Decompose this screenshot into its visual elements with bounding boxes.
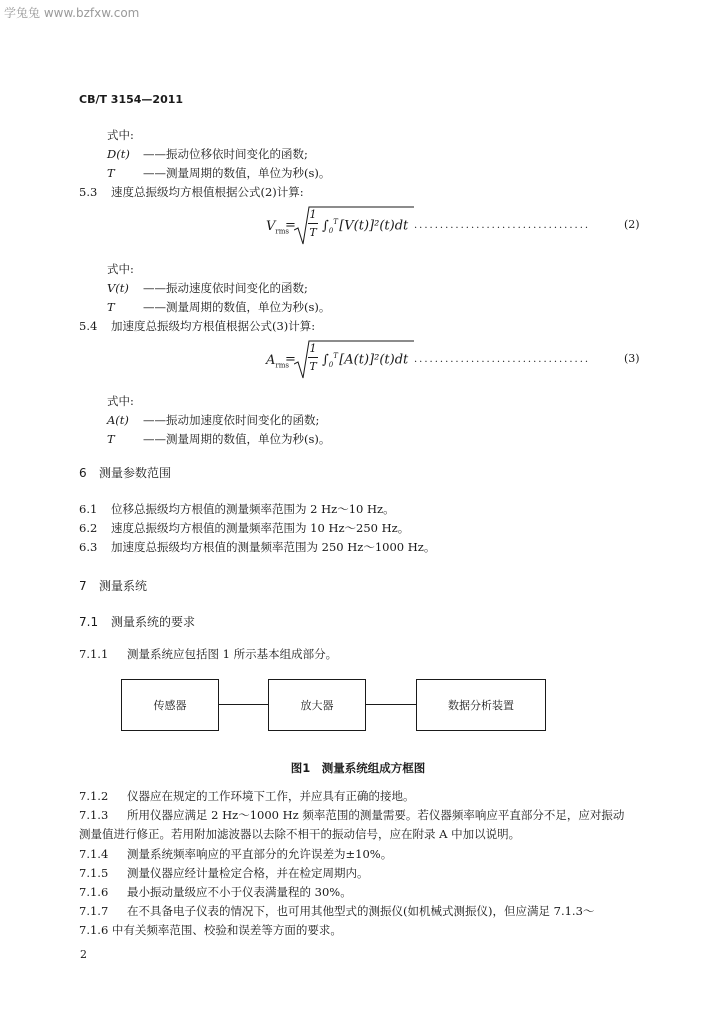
clause-number: 7.1.3 bbox=[79, 808, 109, 822]
clause-5-4 bbox=[79, 318, 315, 334]
clause-7-1-5 bbox=[79, 865, 369, 881]
section-title: 测量系统 bbox=[99, 579, 148, 593]
definition-symbol: T bbox=[107, 432, 115, 446]
formula-number: (2) bbox=[624, 218, 640, 231]
section-number: 6 bbox=[79, 466, 87, 480]
clause-number: 7.1.2 bbox=[79, 789, 109, 803]
amplifier-box: 放大器 bbox=[268, 679, 366, 731]
definition-symbol: A(t) bbox=[107, 413, 129, 427]
formula-2 bbox=[266, 206, 646, 246]
leader-dots: .................................. bbox=[414, 354, 591, 365]
definition-symbol: T bbox=[107, 166, 115, 180]
clause-number: 5.3 bbox=[79, 185, 98, 199]
clause-6-1 bbox=[79, 501, 395, 517]
figure-caption: 图1 测量系统组成方框图 bbox=[290, 761, 426, 775]
equals-sign: = bbox=[285, 218, 296, 233]
clause-continuation: 7.1.6 中有关频率范围、校验和误差等方面的要求。 bbox=[79, 923, 342, 937]
definition-text: ——振动速度依时间变化的函数; bbox=[143, 281, 308, 295]
definition-row bbox=[107, 431, 330, 447]
fraction-one-over-t: 1 T bbox=[309, 208, 317, 239]
clause-number: 7.1.6 bbox=[79, 885, 109, 899]
formula-3 bbox=[266, 340, 646, 380]
clause-number: 5.4 bbox=[79, 319, 98, 333]
equals-sign: = bbox=[285, 352, 296, 367]
definition-symbol: T bbox=[107, 300, 115, 314]
clause-text: 在不具备电子仪表的情况下，也可用其他型式的测振仪(如机械式测振仪)，但应满足 7.1.3～ bbox=[127, 904, 595, 918]
fraction-one-over-t: 1 T bbox=[309, 342, 317, 373]
formula-lhs: $A_{rms}$ bbox=[266, 353, 289, 370]
clause-text: 测量系统应包括图 1 所示基本组成部分。 bbox=[127, 647, 338, 661]
definition-text: ——测量周期的数值，单位为秒(s)。 bbox=[143, 432, 331, 446]
definition-symbol: D(t) bbox=[107, 147, 130, 161]
definition-text: ——振动加速度依时间变化的函数; bbox=[143, 413, 320, 427]
section-title: 测量参数范围 bbox=[99, 466, 172, 480]
page-number: 2 bbox=[80, 948, 87, 961]
section-title: 测量系统的要求 bbox=[111, 615, 196, 629]
definition-text: ——测量周期的数值，单位为秒(s)。 bbox=[143, 166, 331, 180]
clause-text: 速度总振级均方根值根据公式(2)计算: bbox=[111, 185, 304, 199]
definition-row bbox=[107, 412, 319, 428]
definition-text: ——测量周期的数值，单位为秒(s)。 bbox=[143, 300, 331, 314]
definition-row bbox=[107, 146, 308, 162]
clause-continuation: 测量值进行修正。若用附加滤波器以去除不相干的振动信号，应在附录 A 中加以说明。 bbox=[79, 827, 521, 841]
definition-symbol: V(t) bbox=[107, 281, 129, 295]
formula-lhs: $V_{rms}$ bbox=[266, 219, 289, 236]
clause-text: 加速度总振级均方根值根据公式(3)计算: bbox=[111, 319, 316, 333]
clause-number: 6.1 bbox=[79, 502, 98, 516]
clause-text: 位移总振级均方根值的测量频率范围为 2 Hz～10 Hz。 bbox=[111, 502, 395, 516]
clause-text: 最小振动量级应不小于仪表满量程的 30%。 bbox=[127, 885, 352, 899]
clause-6-2 bbox=[79, 520, 409, 536]
clause-number: 7.1.1 bbox=[79, 647, 109, 661]
clause-7-1-4 bbox=[79, 846, 392, 862]
clause-6-3 bbox=[79, 539, 435, 555]
definition-row bbox=[107, 165, 330, 181]
clause-7-1-7 bbox=[79, 903, 594, 919]
clause-text: 速度总振级均方根值的测量频率范围为 10 Hz～250 Hz。 bbox=[111, 521, 410, 535]
clause-number: 6.3 bbox=[79, 540, 98, 554]
definition-row bbox=[107, 280, 308, 296]
clause-number: 7.1.7 bbox=[79, 904, 109, 918]
where-label: 式中: bbox=[107, 394, 134, 408]
watermark: 学兔兔 www.bzfxw.com bbox=[4, 6, 140, 20]
section-number: 7 bbox=[79, 579, 87, 593]
clause-text: 测量系统频率响应的平直部分的允许误差为±10%。 bbox=[127, 847, 393, 861]
formula-integral: $\int_0^T$ [A(t)]²(t)dt bbox=[322, 352, 409, 369]
where-label: 式中: bbox=[107, 128, 134, 142]
clause-number: 7.1.4 bbox=[79, 847, 109, 861]
data-analyzer-box: 数据分析装置 bbox=[416, 679, 546, 731]
clause-7-1-3 bbox=[79, 807, 624, 823]
clause-7-1-1 bbox=[79, 646, 337, 662]
connector-line bbox=[365, 704, 416, 705]
formula-number: (3) bbox=[624, 352, 640, 365]
section-6-heading bbox=[79, 465, 171, 481]
connector-line bbox=[218, 704, 268, 705]
clause-text: 加速度总振级均方根值的测量频率范围为 250 Hz～1000 Hz。 bbox=[111, 540, 436, 554]
clause-7-1-6 bbox=[79, 884, 352, 900]
clause-7-1-2 bbox=[79, 788, 415, 804]
clause-text: 所用仪器应满足 2 Hz～1000 Hz 频率范围的测量需要。若仪器频率响应平直部分不足，应对振动 bbox=[127, 808, 625, 822]
clause-text: 测量仪器应经计量检定合格，并在检定周期内。 bbox=[127, 866, 369, 880]
clause-5-3 bbox=[79, 184, 304, 200]
standard-header: CB/T 3154—2011 bbox=[79, 93, 184, 106]
definition-text: ——振动位移依时间变化的函数; bbox=[143, 147, 308, 161]
clause-text: 仪器应在规定的工作环境下工作，并应具有正确的接地。 bbox=[127, 789, 415, 803]
section-7-heading bbox=[79, 578, 147, 594]
sensor-box: 传感器 bbox=[121, 679, 219, 731]
definition-row bbox=[107, 299, 330, 315]
formula-integral: $\int_0^T$ [V(t)]²(t)dt bbox=[322, 218, 409, 235]
where-label: 式中: bbox=[107, 262, 134, 276]
section-number: 7.1 bbox=[79, 615, 99, 629]
clause-number: 6.2 bbox=[79, 521, 98, 535]
section-7-1-heading bbox=[79, 614, 195, 630]
leader-dots: .................................. bbox=[414, 220, 591, 231]
clause-number: 7.1.5 bbox=[79, 866, 109, 880]
